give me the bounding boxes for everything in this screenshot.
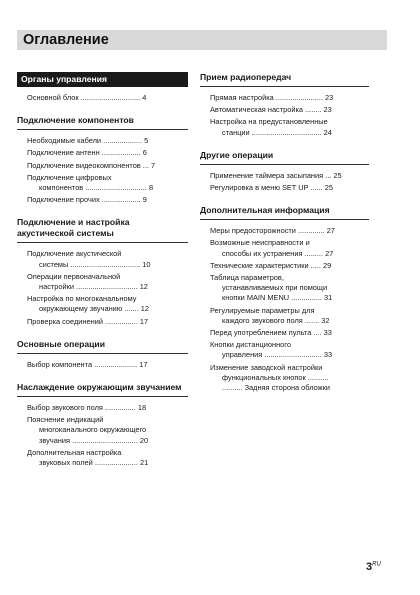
toc-entry[interactable] bbox=[210, 105, 369, 115]
toc-entry[interactable] bbox=[27, 195, 188, 205]
toc-section bbox=[17, 217, 188, 326]
toc-entry-text: Прямая настройка ....................... 23 bbox=[210, 93, 334, 102]
toc-entry-text: Операции первоначальной bbox=[27, 271, 121, 281]
toc-entry-text: Перед употреблением пульта .... 33 bbox=[210, 328, 332, 338]
toc-entry-continuation: звучания ................................ 20 bbox=[39, 435, 149, 445]
toc-entry[interactable] bbox=[27, 148, 188, 158]
toc-entry-continuation: каждого звукового поля ....... 32 bbox=[222, 315, 330, 325]
section-title: Наслаждение окружающим звучанием bbox=[17, 382, 188, 397]
toc-entry-text: Подключение прочих ................... 9 bbox=[27, 195, 147, 205]
toc-section bbox=[17, 72, 188, 103]
toc-entry-text: Пояснение индикаций bbox=[27, 415, 104, 425]
toc-entries bbox=[17, 136, 188, 205]
toc-entry[interactable] bbox=[210, 306, 369, 326]
toc-entry-text: Настройка на предустановленные bbox=[210, 117, 328, 127]
toc-entries bbox=[17, 403, 188, 468]
toc-entry[interactable] bbox=[210, 238, 369, 258]
section-title: Другие операции bbox=[200, 150, 369, 165]
toc-entry-text: Проверка соединений ................ 17 bbox=[27, 316, 149, 326]
toc-section bbox=[200, 205, 369, 393]
toc-entry-text: Регулировка в меню SET UP ...... 25 bbox=[210, 183, 334, 193]
toc-entry[interactable] bbox=[210, 363, 369, 394]
page-language: RU bbox=[372, 561, 381, 568]
toc-right-column bbox=[200, 72, 369, 405]
toc-entry[interactable] bbox=[210, 93, 369, 103]
toc-entry[interactable] bbox=[210, 328, 369, 338]
toc-section bbox=[17, 382, 188, 468]
toc-entry-continuation: окружающему звучанию ....... 12 bbox=[39, 304, 150, 314]
toc-entry-continuation: многоканального окружающего bbox=[39, 425, 147, 435]
toc-entry-text: Таблица параметров, bbox=[210, 273, 284, 283]
toc-entry[interactable] bbox=[210, 273, 369, 304]
toc-entry-text: Выбор звукового поля ............... 18 bbox=[27, 403, 147, 413]
toc-entry-text: Меры предосторожности ............. 27 bbox=[210, 226, 335, 236]
toc-entry-continuation: управления ............................ 33 bbox=[222, 350, 333, 360]
toc-entry[interactable] bbox=[210, 171, 369, 181]
toc-entries bbox=[17, 360, 188, 370]
toc-section bbox=[200, 72, 369, 138]
toc-entry[interactable] bbox=[27, 317, 188, 327]
toc-entry[interactable] bbox=[210, 117, 369, 137]
toc-entry-text: Возможные неисправности и bbox=[210, 238, 310, 248]
toc-entry-text: Технические характеристики ..... 29 bbox=[210, 260, 332, 270]
section-title: Прием радиопередач bbox=[200, 72, 369, 87]
page-number-value: 3 bbox=[366, 561, 373, 573]
toc-entry-text: Применение таймера засыпания ... 25 bbox=[210, 170, 342, 180]
toc-section bbox=[17, 339, 188, 370]
toc-entry-continuation: функциональных кнопок .......... bbox=[222, 372, 329, 382]
toc-entries bbox=[200, 226, 369, 393]
toc-entry-continuation: звуковых полей ..................... 21 bbox=[39, 458, 149, 468]
toc-entry-text: Регулируемые параметры для bbox=[210, 305, 315, 315]
toc-entry-continuation: способы их устранения ......... 27 bbox=[222, 248, 334, 258]
toc-entry-text: Изменение заводской настройки bbox=[210, 362, 323, 372]
toc-entry[interactable] bbox=[210, 261, 369, 271]
section-title: Подключение и настройка акустической системы bbox=[17, 217, 188, 243]
toc-section bbox=[200, 150, 369, 193]
toc-entry[interactable] bbox=[210, 226, 369, 236]
toc-entry-continuation: .......... Задняя сторона обложки bbox=[222, 383, 330, 393]
toc-entry[interactable] bbox=[27, 294, 188, 314]
toc-entry-text: Основной блок ............................. 4 bbox=[27, 93, 147, 102]
toc-entry[interactable] bbox=[27, 173, 188, 193]
toc-entry-text: Настройка по многоканальному bbox=[27, 294, 137, 304]
toc-entries bbox=[17, 249, 188, 326]
toc-entry-continuation: устанавливаемых при помощи bbox=[222, 283, 328, 293]
toc-entry-text: Кнопки дистанционного bbox=[210, 340, 291, 350]
toc-entry[interactable] bbox=[210, 183, 369, 193]
toc-entry[interactable] bbox=[210, 340, 369, 360]
toc-entry-continuation: настройки .............................. 12 bbox=[39, 282, 148, 292]
section-title: Подключение компонентов bbox=[17, 115, 188, 130]
toc-section bbox=[17, 115, 188, 205]
toc-entry[interactable] bbox=[27, 161, 188, 171]
toc-entry-text: Дополнительная настройка bbox=[27, 447, 122, 457]
section-title: Основные операции bbox=[17, 339, 188, 354]
toc-entry-text: Подключение цифровых bbox=[27, 172, 112, 182]
section-title: Органы управления bbox=[17, 72, 188, 87]
page-number bbox=[366, 561, 381, 573]
toc-entry[interactable] bbox=[27, 272, 188, 292]
section-title: Дополнительная информация bbox=[200, 205, 369, 220]
toc-entry[interactable] bbox=[27, 360, 188, 370]
toc-left-column bbox=[17, 72, 188, 480]
toc-entry[interactable] bbox=[27, 249, 188, 269]
toc-entry-text: Подключение акустической bbox=[27, 249, 122, 259]
toc-entry-text: Подключение антенн ................... 6 bbox=[27, 148, 147, 158]
toc-entry-continuation: станции .................................. 24 bbox=[222, 127, 332, 137]
toc-entries bbox=[200, 93, 369, 138]
page-title: Оглавление bbox=[23, 32, 109, 48]
toc-entry[interactable] bbox=[27, 403, 188, 413]
toc-entry[interactable] bbox=[27, 93, 188, 103]
toc-entry-text: Подключение видеокомпонентов ... 7 bbox=[27, 160, 156, 170]
toc-entry[interactable] bbox=[27, 448, 188, 468]
toc-entry[interactable] bbox=[27, 415, 188, 446]
toc-entry-continuation: системы .................................. 10 bbox=[39, 259, 151, 269]
toc-entry-text: Автоматическая настройка ........ 23 bbox=[210, 105, 332, 115]
page-title-bar bbox=[17, 30, 387, 50]
toc-entries bbox=[200, 171, 369, 193]
toc-entry-continuation: кнопки MAIN MENU ............... 31 bbox=[222, 293, 333, 303]
toc-entry-continuation: компонентов .............................. 8 bbox=[39, 183, 154, 193]
toc-entry-text: Необходимые кабели ................... 5 bbox=[27, 136, 149, 146]
toc-entries bbox=[17, 93, 188, 103]
toc-entry-text: Выбор компонента ..................... 17 bbox=[27, 359, 148, 369]
toc-entry[interactable] bbox=[27, 136, 188, 146]
